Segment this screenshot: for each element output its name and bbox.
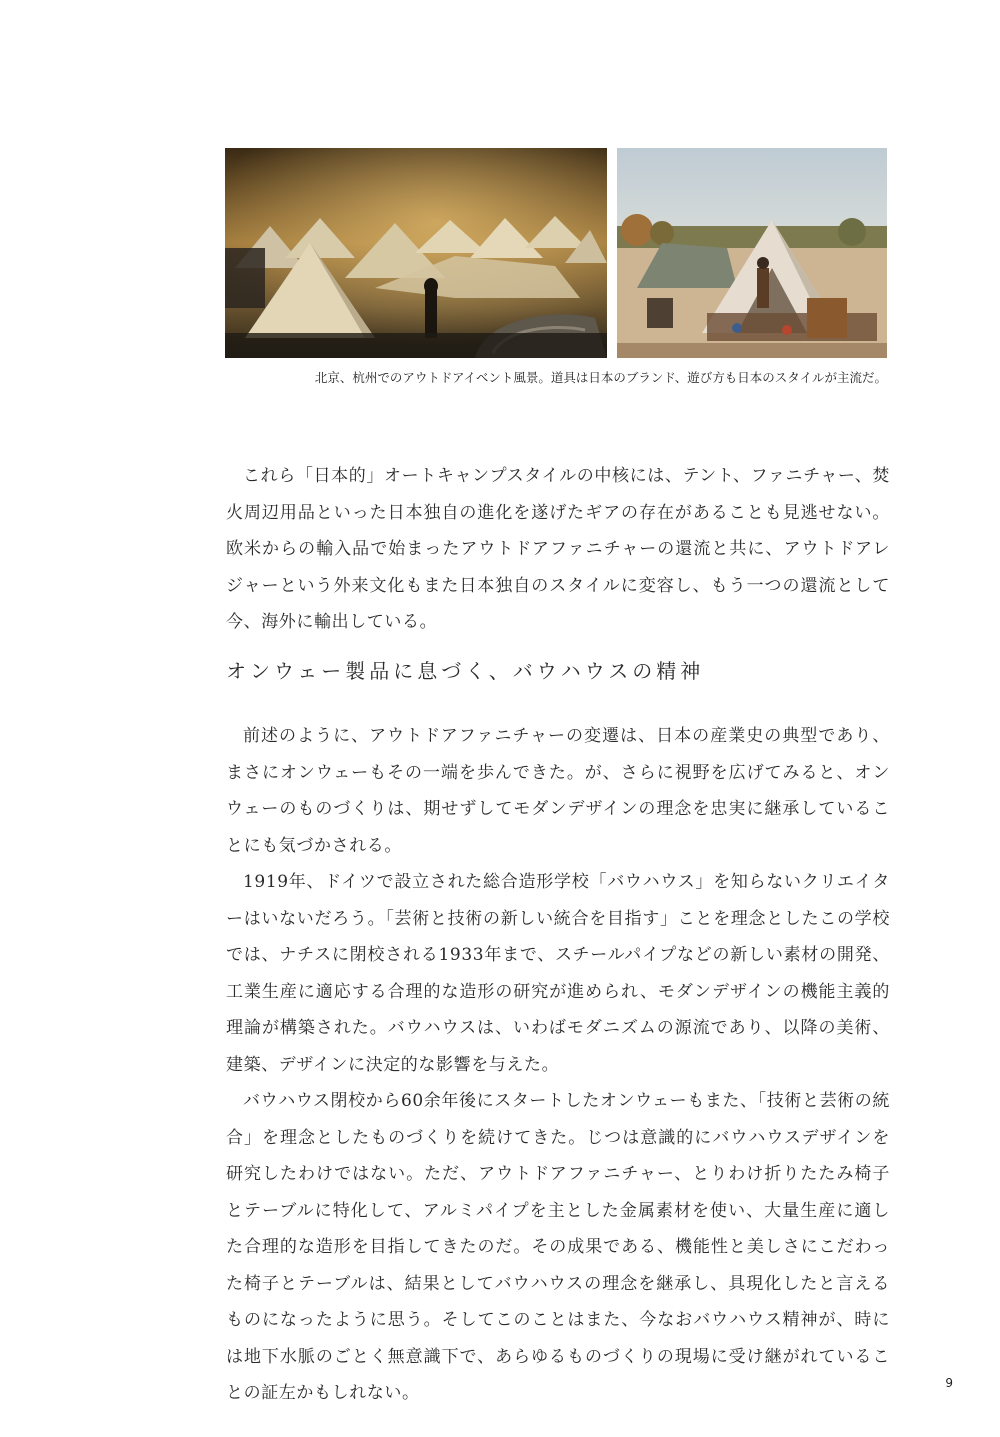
camp-furniture-image xyxy=(617,148,887,358)
page-number: 9 xyxy=(945,1376,953,1390)
paragraph-2: 1919年、ドイツで設立された総合造形学校「バウハウス」を知らないクリエイターはいないだろう。「芸術と技術の新しい統合を目指す」ことを理念としたこの学校では、ナチスに閉校される1933年まで、スチールパイプなどの新しい素材の開発、工業生産に適応する合理的な造形の研究が進められ、モダンデザインの機能主義的理論が構築された。バウハウスは、いわばモダニズムの源流であり、以降の美術、建築、デザインに決定的な影響を与えた。 xyxy=(226,872,890,1075)
intro-paragraph: これら「日本的」オートキャンプスタイルの中核には、テント、ファニチャー、焚火周辺用品といった日本独自の進化を遂げたギアの存在があることも見逃せない。欧米からの輸入品で始まったアウトドアファニチャーの還流と共に、アウトドアレジャーという外来文化もまた日本独自のスタイルに変容し、もう一つの還流として今、海外に輸出している。 xyxy=(226,466,890,632)
section-heading: オンウェー製品に息づく、バウハウスの精神 xyxy=(226,659,705,683)
paragraph-3: バウハウス閉校から60余年後にスタートしたオンウェーもまた、「技術と芸術の統合」を理念としたものづくりを続けてきた。じつは意識的にバウハウスデザインを研究したわけではない。ただ、アウトドアファニチャー、とりわけ折りたたみ椅子とテーブルに特化して、アルミパイプを主とした金属素材を使い、大量生産に適した合理的な造形を目指してきたのだ。その成果である、機能性と美しさにこだわった椅子とテーブルは、結果としてバウハウスの理念を継承し、具現化したと言えるものになったように思う。そしてこのことはまた、今なおバウハウス精神が、時には地下水脈のごとく無意識下で、あらゆるものづくりの現場に受け継がれていることの証左かもしれない。 xyxy=(226,1091,890,1403)
camp-tents-image xyxy=(225,148,607,358)
photo-camp-tent-furniture xyxy=(617,148,887,358)
intro-text-block xyxy=(226,458,890,641)
photo-caption: 北京、杭州でのアウトドアイベント風景。道具は日本のブランド、遊び方も日本のスタイルが主流だ。 xyxy=(314,370,887,385)
main-text-block xyxy=(226,718,890,1412)
paragraph-1: 前述のように、アウトドアファニチャーの変遷は、日本の産業史の典型であり、まさにオンウェーもその一端を歩んできた。が、さらに視野を広げてみると、オンウェーのものづくりは、期せずしてモダンデザインの理念を忠実に継承していることにも気づかされる。 xyxy=(226,726,890,856)
photo-camp-tents-golden xyxy=(225,148,607,358)
